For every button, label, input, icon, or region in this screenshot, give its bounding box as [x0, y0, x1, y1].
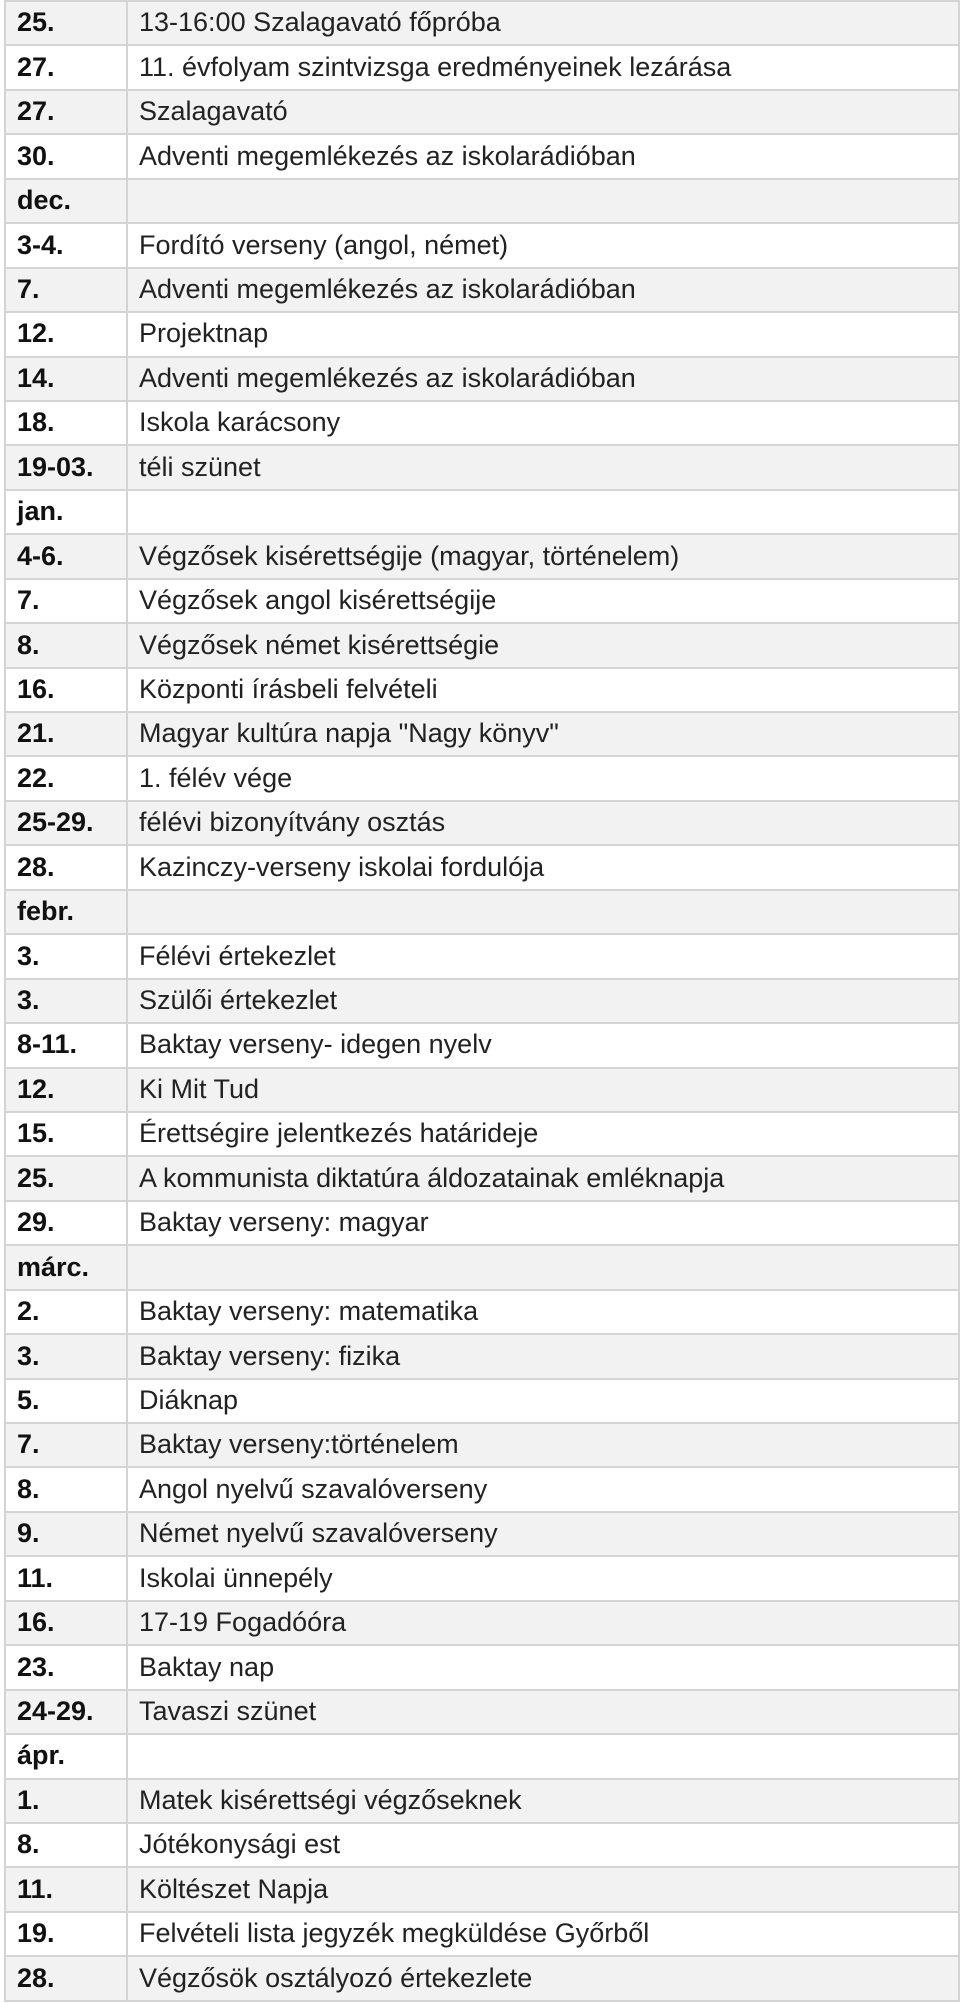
- month-header-row: [5, 1734, 959, 1778]
- date-cell: 25.: [5, 1, 127, 45]
- calendar-row: [5, 1201, 959, 1245]
- event-cell: [127, 1734, 959, 1778]
- event-cell: Fordító verseny (angol, német): [127, 223, 959, 267]
- calendar-row: [5, 579, 959, 623]
- date-cell: 29.: [5, 1201, 127, 1245]
- event-cell: [127, 1245, 959, 1289]
- date-cell: 1.: [5, 1779, 127, 1823]
- event-cell: Adventi megemlékezés az iskolarádióban: [127, 134, 959, 178]
- event-cell: Érettségire jelentkezés határideje: [127, 1112, 959, 1156]
- calendar-row: [5, 1467, 959, 1511]
- event-cell: Végzősek kisérettségije (magyar, történelem): [127, 534, 959, 578]
- date-cell: 12.: [5, 1068, 127, 1112]
- date-cell: 16.: [5, 1601, 127, 1645]
- calendar-row: [5, 979, 959, 1023]
- calendar-row: [5, 1645, 959, 1689]
- calendar-row: [5, 1290, 959, 1334]
- event-cell: Magyar kultúra napja "Nagy könyv": [127, 712, 959, 756]
- date-cell: 22.: [5, 756, 127, 800]
- event-cell: Iskola karácsony: [127, 401, 959, 445]
- event-cell: Angol nyelvű szavalóverseny: [127, 1467, 959, 1511]
- calendar-row: [5, 45, 959, 89]
- calendar-row: [5, 312, 959, 356]
- event-cell: Központi írásbeli felvételi: [127, 668, 959, 712]
- event-cell: Szülői értekezlet: [127, 979, 959, 1023]
- date-cell: 8-11.: [5, 1023, 127, 1067]
- event-cell: Végzősek német kisérettségie: [127, 623, 959, 667]
- calendar-row: [5, 1601, 959, 1645]
- event-cell: Jótékonysági est: [127, 1823, 959, 1867]
- event-cell: félévi bizonyítvány osztás: [127, 801, 959, 845]
- event-cell: [127, 490, 959, 534]
- month-header-row: [5, 490, 959, 534]
- school-calendar-table: [4, 0, 960, 2002]
- event-cell: Adventi megemlékezés az iskolarádióban: [127, 268, 959, 312]
- calendar-row: [5, 1334, 959, 1378]
- calendar-row: [5, 1423, 959, 1467]
- date-cell: 9.: [5, 1512, 127, 1556]
- date-cell: 30.: [5, 134, 127, 178]
- date-cell: 27.: [5, 90, 127, 134]
- date-cell: 16.: [5, 668, 127, 712]
- date-cell: 15.: [5, 1112, 127, 1156]
- calendar-row: [5, 401, 959, 445]
- date-cell: 3.: [5, 1334, 127, 1378]
- event-cell: Végzősök osztályozó értekezlete: [127, 1956, 959, 2000]
- month-header-row: [5, 1245, 959, 1289]
- calendar-row: [5, 1112, 959, 1156]
- date-cell: 3.: [5, 979, 127, 1023]
- event-cell: Ki Mit Tud: [127, 1068, 959, 1112]
- event-cell: Baktay verseny:történelem: [127, 1423, 959, 1467]
- date-cell: 4-6.: [5, 534, 127, 578]
- event-cell: Német nyelvű szavalóverseny: [127, 1512, 959, 1556]
- month-header-row: [5, 179, 959, 223]
- calendar-row: [5, 1156, 959, 1200]
- date-cell: 7.: [5, 1423, 127, 1467]
- date-cell: 8.: [5, 1467, 127, 1511]
- month-label: márc.: [5, 1245, 127, 1289]
- calendar-row: [5, 1690, 959, 1734]
- calendar-row: [5, 934, 959, 978]
- date-cell: 18.: [5, 401, 127, 445]
- calendar-row: [5, 712, 959, 756]
- calendar-row: [5, 668, 959, 712]
- event-cell: Kazinczy-verseny iskolai fordulója: [127, 845, 959, 889]
- calendar-row: [5, 801, 959, 845]
- date-cell: 19-03.: [5, 445, 127, 489]
- date-cell: 28.: [5, 845, 127, 889]
- date-cell: 3.: [5, 934, 127, 978]
- event-cell: Felvételi lista jegyzék megküldése Győrből: [127, 1912, 959, 1956]
- event-cell: [127, 179, 959, 223]
- month-label: febr.: [5, 890, 127, 934]
- event-cell: Iskolai ünnepély: [127, 1556, 959, 1600]
- calendar-row: [5, 1068, 959, 1112]
- date-cell: 14.: [5, 357, 127, 401]
- calendar-row: [5, 534, 959, 578]
- schedule-table-container: [4, 0, 958, 2002]
- date-cell: 23.: [5, 1645, 127, 1689]
- date-cell: 3-4.: [5, 223, 127, 267]
- date-cell: 12.: [5, 312, 127, 356]
- date-cell: 21.: [5, 712, 127, 756]
- month-label: dec.: [5, 179, 127, 223]
- date-cell: 25.: [5, 1156, 127, 1200]
- calendar-row: [5, 1779, 959, 1823]
- event-cell: Diáknap: [127, 1379, 959, 1423]
- date-cell: 11.: [5, 1556, 127, 1600]
- date-cell: 2.: [5, 1290, 127, 1334]
- date-cell: 28.: [5, 1956, 127, 2000]
- event-cell: Baktay nap: [127, 1645, 959, 1689]
- calendar-row: [5, 623, 959, 667]
- calendar-row: [5, 223, 959, 267]
- date-cell: 11.: [5, 1867, 127, 1911]
- event-cell: 17-19 Fogadóóra: [127, 1601, 959, 1645]
- calendar-row: [5, 756, 959, 800]
- event-cell: Szalagavató: [127, 90, 959, 134]
- date-cell: 5.: [5, 1379, 127, 1423]
- event-cell: téli szünet: [127, 445, 959, 489]
- calendar-row: [5, 1912, 959, 1956]
- calendar-row: [5, 134, 959, 178]
- date-cell: 27.: [5, 45, 127, 89]
- month-header-row: [5, 890, 959, 934]
- calendar-row: [5, 845, 959, 889]
- event-cell: Tavaszi szünet: [127, 1690, 959, 1734]
- event-cell: 1. félév vége: [127, 756, 959, 800]
- calendar-row: [5, 357, 959, 401]
- event-cell: Végzősek angol kisérettségije: [127, 579, 959, 623]
- date-cell: 7.: [5, 268, 127, 312]
- event-cell: [127, 890, 959, 934]
- event-cell: Projektnap: [127, 312, 959, 356]
- date-cell: 8.: [5, 623, 127, 667]
- event-cell: Baktay verseny: magyar: [127, 1201, 959, 1245]
- event-cell: Költészet Napja: [127, 1867, 959, 1911]
- date-cell: 7.: [5, 579, 127, 623]
- calendar-row: [5, 1867, 959, 1911]
- event-cell: A kommunista diktatúra áldozatainak emléknapja: [127, 1156, 959, 1200]
- date-cell: 24-29.: [5, 1690, 127, 1734]
- calendar-row: [5, 1956, 959, 2000]
- month-label: jan.: [5, 490, 127, 534]
- calendar-row: [5, 1512, 959, 1556]
- date-cell: 8.: [5, 1823, 127, 1867]
- month-label: ápr.: [5, 1734, 127, 1778]
- calendar-row: [5, 268, 959, 312]
- calendar-row: [5, 1023, 959, 1067]
- calendar-rows: [5, 1, 959, 2001]
- event-cell: Baktay verseny: matematika: [127, 1290, 959, 1334]
- event-cell: Adventi megemlékezés az iskolarádióban: [127, 357, 959, 401]
- event-cell: Matek kisérettségi végzőseknek: [127, 1779, 959, 1823]
- calendar-row: [5, 90, 959, 134]
- date-cell: 19.: [5, 1912, 127, 1956]
- calendar-row: [5, 1556, 959, 1600]
- date-cell: 25-29.: [5, 801, 127, 845]
- event-cell: Baktay verseny: fizika: [127, 1334, 959, 1378]
- event-cell: 11. évfolyam szintvizsga eredményeinek lezárása: [127, 45, 959, 89]
- calendar-row: [5, 1379, 959, 1423]
- event-cell: Félévi értekezlet: [127, 934, 959, 978]
- calendar-row: [5, 1, 959, 45]
- event-cell: 13-16:00 Szalagavató főpróba: [127, 1, 959, 45]
- event-cell: Baktay verseny- idegen nyelv: [127, 1023, 959, 1067]
- calendar-row: [5, 1823, 959, 1867]
- calendar-row: [5, 445, 959, 489]
